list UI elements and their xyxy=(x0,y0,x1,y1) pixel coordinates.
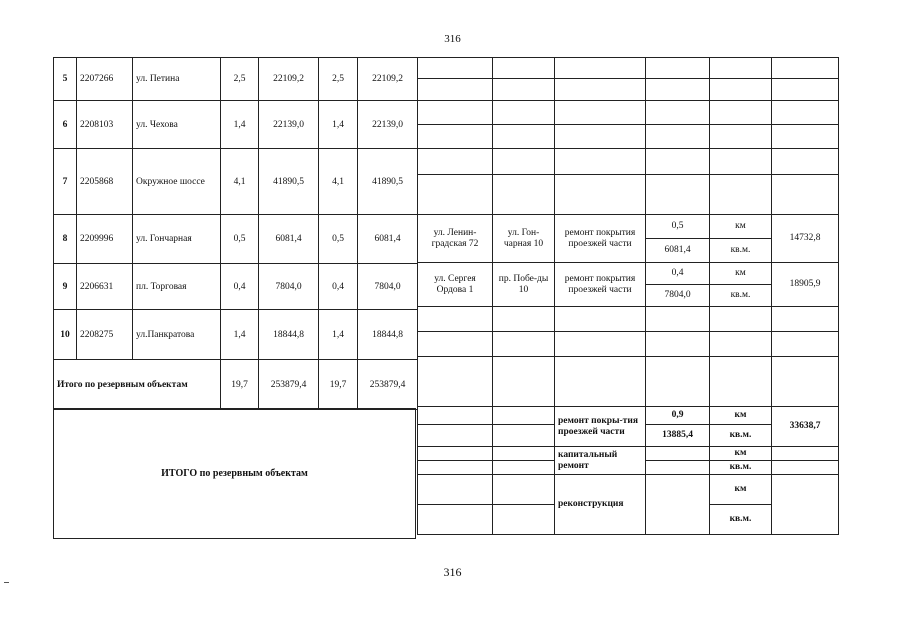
length-2: 4,1 xyxy=(319,149,358,215)
road-code: 2208103 xyxy=(77,101,133,149)
total-unit-sqm: кв.м. xyxy=(710,425,772,447)
area-sqm: 7804,0 xyxy=(646,285,710,307)
length-km: 0,5 xyxy=(646,215,710,239)
street-name: Окружное шоссе xyxy=(133,149,221,215)
road-code: 2206631 xyxy=(77,264,133,310)
total-recon-row xyxy=(418,475,839,505)
length-km: 0,4 xyxy=(646,263,710,285)
length-1: 2,5 xyxy=(221,58,259,101)
street-name: ул. Петина xyxy=(133,58,221,101)
area-2: 22109,2 xyxy=(358,58,418,101)
total-unit-km: км xyxy=(710,407,772,425)
page-number-bottom: 316 xyxy=(443,565,462,579)
subtotal-length-2: 19,7 xyxy=(319,360,358,410)
capital-unit-sqm: кв.м. xyxy=(710,461,772,475)
table-row xyxy=(54,215,418,264)
unit-sqm: кв.м. xyxy=(710,239,772,263)
table-row xyxy=(54,101,418,149)
row-number: 8 xyxy=(54,215,77,264)
total-repair-row xyxy=(418,407,839,425)
area-1: 22109,2 xyxy=(259,58,319,101)
subtotal-row xyxy=(54,360,418,410)
table-row xyxy=(54,149,418,215)
length-2: 0,4 xyxy=(319,264,358,310)
length-1: 0,5 xyxy=(221,215,259,264)
table-row xyxy=(418,215,839,239)
table-row xyxy=(54,310,418,360)
area-1: 6081,4 xyxy=(259,215,319,264)
length-2: 1,4 xyxy=(319,310,358,360)
cost: 14732,8 xyxy=(772,215,839,263)
total-repair-km: 0,9 xyxy=(646,407,710,425)
table-row xyxy=(54,58,418,101)
length-2: 2,5 xyxy=(319,58,358,101)
area-2: 6081,4 xyxy=(358,215,418,264)
area-2: 18844,8 xyxy=(358,310,418,360)
road-code: 2207266 xyxy=(77,58,133,101)
road-code: 2209996 xyxy=(77,215,133,264)
total-repair-label: ремонт покры-тия проезжей части xyxy=(555,407,646,447)
total-capital-label: капитальный ремонт xyxy=(555,447,646,475)
length-1: 1,4 xyxy=(221,101,259,149)
area-2: 41890,5 xyxy=(358,149,418,215)
length-1: 0,4 xyxy=(221,264,259,310)
work-type: ремонт покрытия проезжей части xyxy=(555,263,646,307)
row-number: 6 xyxy=(54,101,77,149)
row-number: 5 xyxy=(54,58,77,101)
work-type: ремонт покрытия проезжей части xyxy=(555,215,646,263)
to-address: пр. Побе-ды 10 xyxy=(493,263,555,307)
length-1: 4,1 xyxy=(221,149,259,215)
area-sqm: 6081,4 xyxy=(646,239,710,263)
road-code: 2205868 xyxy=(77,149,133,215)
street-name: ул. Гончарная xyxy=(133,215,221,264)
street-name: ул.Панкратова xyxy=(133,310,221,360)
recon-unit-km: км xyxy=(710,475,772,505)
length-1: 1,4 xyxy=(221,310,259,360)
street-name: ул. Чехова xyxy=(133,101,221,149)
unit-sqm: кв.м. xyxy=(710,285,772,307)
total-cost: 33638,7 xyxy=(772,407,839,447)
to-address: ул. Гон-чарная 10 xyxy=(493,215,555,263)
page-number-top: 316 xyxy=(444,33,461,45)
street-name: пл. Торговая xyxy=(133,264,221,310)
unit-km: км xyxy=(710,263,772,285)
subtotal-area-2: 253879,4 xyxy=(358,360,418,410)
subtotal-area-1: 253879,4 xyxy=(259,360,319,410)
total-repair-sqm: 13885,4 xyxy=(646,425,710,447)
length-2: 0,5 xyxy=(319,215,358,264)
row-number: 9 xyxy=(54,264,77,310)
total-recon-label: реконструкция xyxy=(555,475,646,535)
table-row xyxy=(54,264,418,310)
subtotal-label: Итого по резервным объектам xyxy=(54,360,221,410)
total-capital-row xyxy=(418,447,839,461)
area-1: 41890,5 xyxy=(259,149,319,215)
table-row xyxy=(418,263,839,285)
left-data-table xyxy=(53,57,418,410)
area-1: 22139,0 xyxy=(259,101,319,149)
from-address: ул. Сергея Ордова 1 xyxy=(418,263,493,307)
from-address: ул. Ленин-градская 72 xyxy=(418,215,493,263)
capital-unit-km: км xyxy=(710,447,772,461)
length-2: 1,4 xyxy=(319,101,358,149)
right-data-table xyxy=(417,57,839,535)
unit-km: км xyxy=(710,215,772,239)
total-label: ИТОГО по резервным объектам xyxy=(161,468,308,479)
subtotal-length-1: 19,7 xyxy=(221,360,259,410)
area-2: 7804,0 xyxy=(358,264,418,310)
total-label-box xyxy=(53,408,416,539)
recon-unit-sqm: кв.м. xyxy=(710,505,772,535)
row-number: 10 xyxy=(54,310,77,360)
area-1: 18844,8 xyxy=(259,310,319,360)
margin-mark xyxy=(4,582,9,583)
area-2: 22139,0 xyxy=(358,101,418,149)
row-number: 7 xyxy=(54,149,77,215)
road-code: 2208275 xyxy=(77,310,133,360)
area-1: 7804,0 xyxy=(259,264,319,310)
cost: 18905,9 xyxy=(772,263,839,307)
